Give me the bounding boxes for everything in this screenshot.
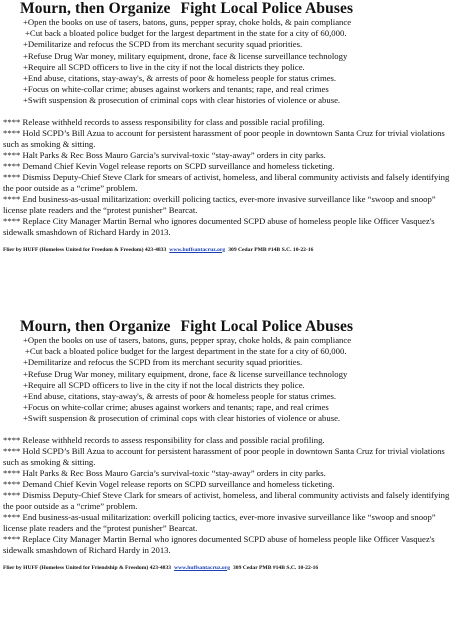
title-right: Fight Local Police Abuses — [180, 318, 354, 335]
action-item: **** Demand Chief Kevin Vogel release reports on SCPD surveillance and homeless ticketing. — [3, 478, 335, 489]
title-left: Mourn, then Organize — [20, 0, 171, 17]
demand-item: +Cut back a bloated police budget for the largest department in the state for a city of 60,000. — [25, 28, 347, 39]
action-item: **** Dismiss Deputy-Chief Steve Clark for smears of activist, homeless, and liberal community activists and falsely identifying the poor outside as a “crime” problem. — [3, 171, 450, 193]
action-item: **** End business-as-usual militarization: overkill policing tactics, ever-more invasive surveillance like “swoop and snoop” license plate readers and the “protest punisher” Bearcat. — [3, 193, 436, 215]
action-item: **** Hold SCPD’s Bill Azua to account for persistent harassment of poor people in downtown Santa Cruz for trivial violations such as smoking & sitting. — [3, 127, 445, 149]
demand-item: +End abuse, citations, stay-away's, & arrests of poor & homeless people for status crimes. — [23, 73, 337, 84]
footer-address: 309 Cedar PMB #14B S.C. 10-22-16 — [228, 246, 314, 253]
flyer-top — [0, 0, 458, 254]
demand-item: +Demilitarize and refocus the SCPD from its merchant security squad priorities. — [23, 39, 303, 50]
flyer-footer — [3, 564, 454, 572]
demand-item: +Cut back a bloated police budget for the largest department in the state for a city of 60,000. — [25, 346, 347, 357]
flyer-footer — [3, 246, 454, 254]
action-item: **** Halt Parks & Rec Boss Mauro Garcia’s survival-toxic “stay-away” orders in city parks. — [3, 149, 326, 160]
demand-item: +Require all SCPD officers to live in the city if not the local districts they police. — [23, 379, 305, 390]
action-item: **** Halt Parks & Rec Boss Mauro Garcia’s survival-toxic “stay-away” orders in city parks. — [3, 467, 326, 478]
demand-item: +Refuse Drug War money, military equipment, drone, face & license surveillance technology — [23, 50, 348, 61]
action-item: **** Replace City Manager Martin Bernal who ignores documented SCPD abuse of homeless people like Officer Vasquez's sidewalk smashdown of Richard Hardy in 2013. — [3, 215, 435, 237]
footer-credit: Flier by HUFF (Homeless United for Friendship & Freedom) 423-4833 — [3, 564, 172, 571]
title-right: Fight Local Police Abuses — [180, 0, 354, 17]
action-item: **** Dismiss Deputy-Chief Steve Clark for smears of activist, homeless, and liberal community activists and falsely identifying the poor outside as a “crime” problem. — [3, 489, 450, 511]
demands-list — [3, 335, 454, 425]
demands-list — [3, 17, 454, 107]
action-item: **** End business-as-usual militarization: overkill policing tactics, ever-more invasive surveillance like “swoop and snoop” license plate readers and the “protest punisher” Bearcat. — [3, 511, 436, 533]
action-items — [3, 435, 454, 556]
demand-item: +Refuse Drug War money, military equipment, drone, face & license surveillance technology — [23, 368, 348, 379]
title-left: Mourn, then Organize — [20, 318, 171, 335]
demand-item: +Require all SCPD officers to live in the city if not the local districts they police. — [23, 61, 305, 72]
footer-address: 309 Cedar PMB #14B S.C. 10-22-16 — [233, 564, 319, 571]
action-item: **** Demand Chief Kevin Vogel release reports on SCPD surveillance and homeless ticketing. — [3, 160, 335, 171]
demand-item: +Open the books on use of tasers, batons, guns, pepper spray, choke holds, & pain compliance — [23, 17, 352, 27]
demand-item: +Focus on white-collar crime; abuses against workers and tenants; rape, and real crimes — [23, 402, 329, 413]
demand-item: +Swift suspension & prosecution of criminal cops with clear histories of violence or abuse. — [23, 413, 341, 424]
website-link[interactable]: www.huffsantacruz.org — [169, 246, 226, 253]
demand-item: +End abuse, citations, stay-away's, & arrests of poor & homeless people for status crimes. — [23, 391, 337, 402]
flyer-title — [3, 0, 454, 17]
demand-item: +Demilitarize and refocus the SCPD from its merchant security squad priorities. — [23, 357, 303, 368]
flyer-title — [3, 318, 454, 335]
action-item: **** Replace City Manager Martin Bernal who ignores documented SCPD abuse of homeless people like Officer Vasquez's sidewalk smashdown of Richard Hardy in 2013. — [3, 533, 435, 555]
footer-credit: Flier by HUFF (Homeless United for Freedom & Freedom) 423-4833 — [3, 246, 167, 253]
action-items — [3, 117, 454, 238]
flyer-bottom — [0, 318, 458, 572]
action-item: **** Release withheld records to assess responsibility for class and possible racial profiling. — [3, 116, 325, 127]
website-link[interactable]: www.huffsantacruz.org — [174, 564, 230, 571]
action-item: **** Hold SCPD’s Bill Azua to account for persistent harassment of poor people in downtown Santa Cruz for trivial violations such as smoking & sitting. — [3, 445, 445, 467]
demand-item: +Swift suspension & prosecution of criminal cops with clear histories of violence or abuse. — [23, 95, 341, 106]
demand-item: +Focus on white-collar crime; abuses against workers and tenants; rape, and real crimes — [23, 84, 329, 95]
demand-item: +Open the books on use of tasers, batons, guns, pepper spray, choke holds, & pain compliance — [23, 335, 352, 345]
action-item: **** Release withheld records to assess responsibility for class and possible racial profiling. — [3, 434, 325, 445]
